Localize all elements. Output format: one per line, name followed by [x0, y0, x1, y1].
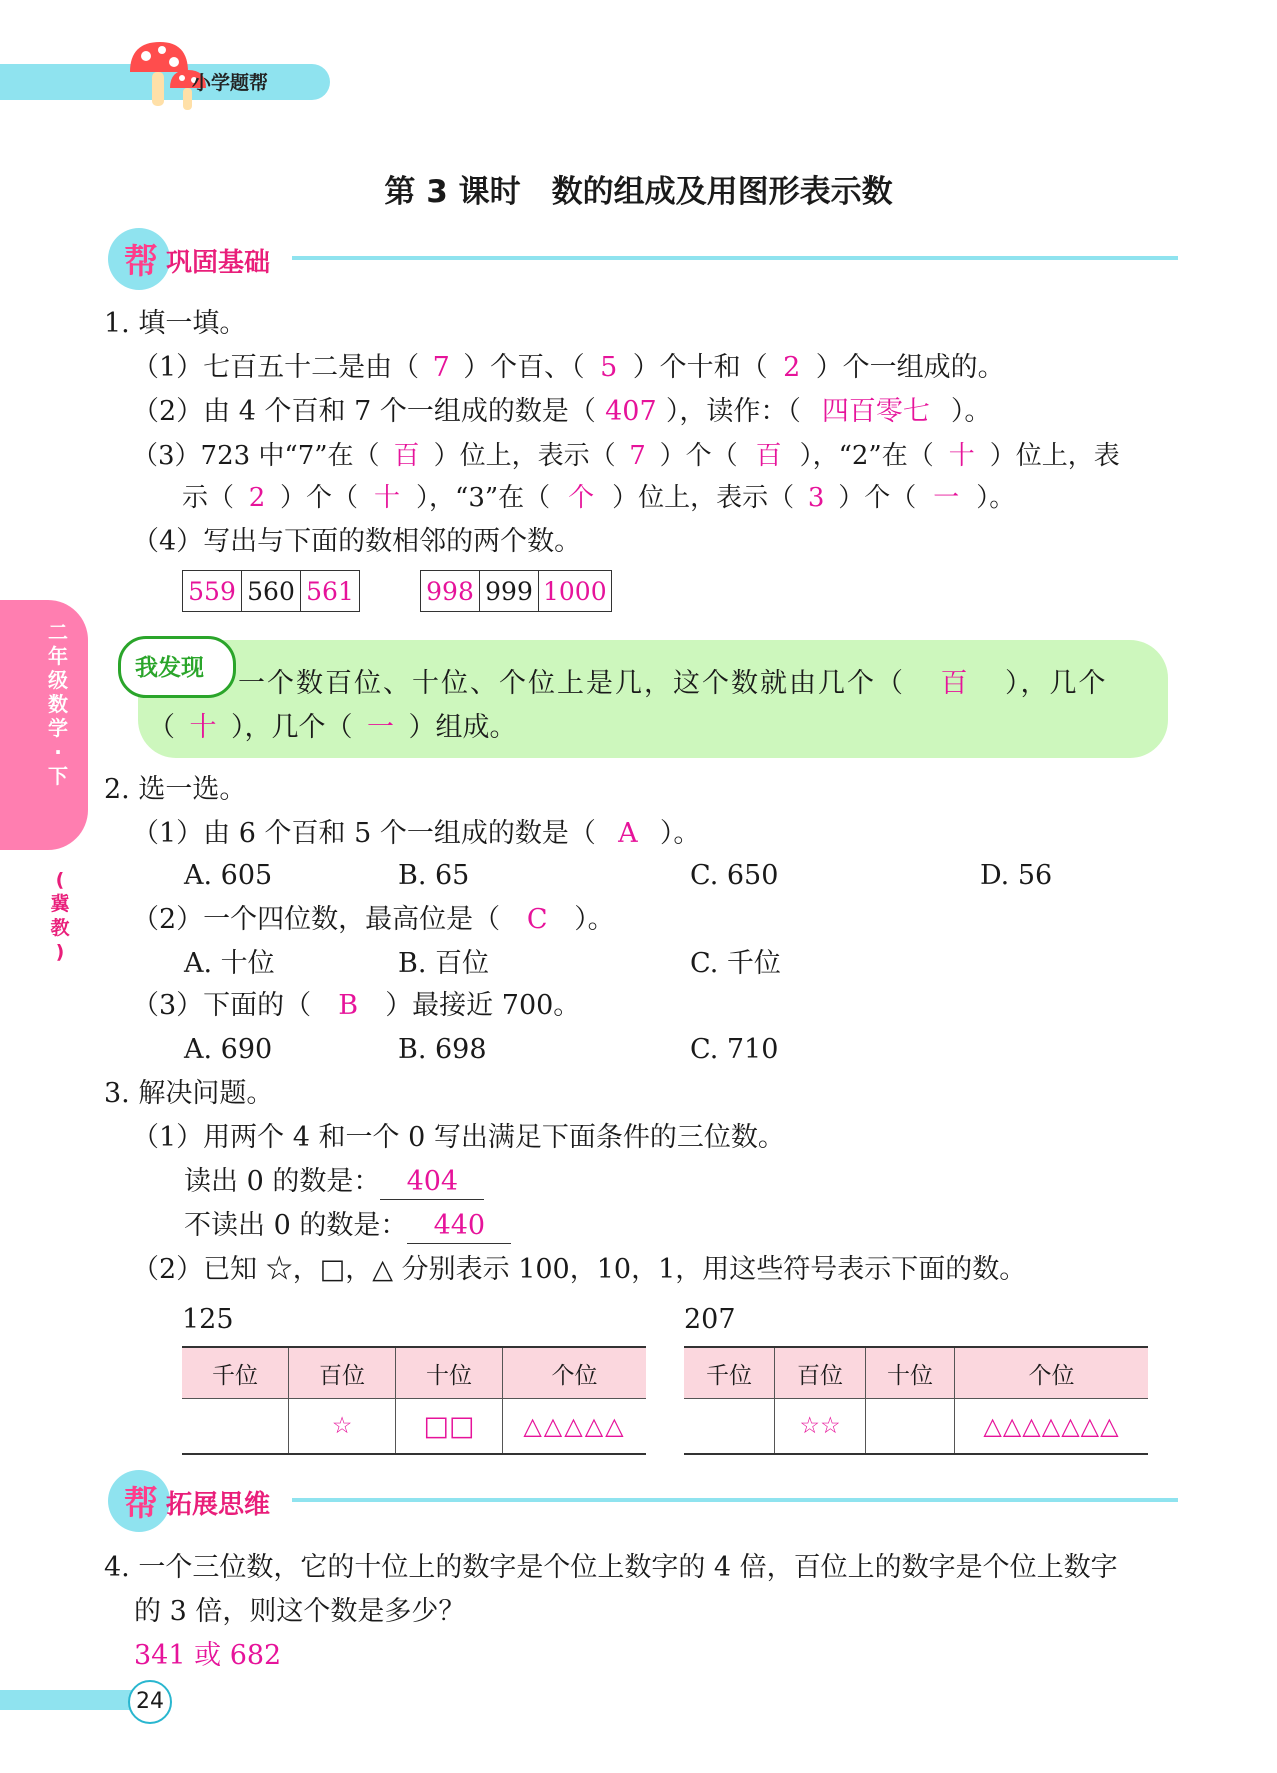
place-cell — [684, 1399, 775, 1455]
q1-part1: （1）七百五十二是由（ 7 ）个百、（ 5 ）个十和（ 2 ）个一组成的。 — [132, 352, 1005, 383]
q3-heading: 3. 解决问题。 — [104, 1078, 274, 1109]
place-cell: ☆ — [289, 1399, 396, 1455]
q3-part2: （2）已知 ☆，□，△ 分别表示 100，10，1，用这些符号表示下面的数。 — [132, 1254, 1027, 1285]
section-badge-char: 帮 — [124, 1484, 158, 1524]
neighbor-cell: 1000 — [539, 571, 612, 612]
footer-band — [0, 1690, 140, 1710]
side-char: 教 — [50, 917, 70, 939]
q4-answer: 341 或 682 — [134, 1640, 282, 1671]
q4-line1: 4. 一个三位数，它的十位上的数字是个位上数字的 4 倍，百位上的数字是个位上数字 — [104, 1552, 1118, 1583]
q3-noread-line: 不读出 0 的数是： 440 — [184, 1206, 511, 1246]
place-table-number: 125 — [182, 1304, 234, 1335]
place-header: 千位 — [684, 1347, 775, 1399]
q2-heading: 2. 选一选。 — [104, 774, 247, 805]
q1-part3-line2: 示（ 2 ）个（ 十 ），“3”在（ 个 ）位上，表示（ 3 ）个（ 一 ）。 — [182, 483, 1016, 513]
q3-part1: （1）用两个 4 和一个 0 写出满足下面条件的三位数。 — [132, 1122, 785, 1153]
brand-label: 小学题帮 — [192, 72, 269, 94]
neighbor-cell: 998 — [421, 571, 480, 612]
side-char: ) — [55, 941, 65, 963]
place-header: 百位 — [775, 1347, 866, 1399]
side-char: · — [54, 740, 62, 764]
neighbor-cell: 999 — [480, 571, 539, 612]
q3-read-line: 读出 0 的数是： 404 — [184, 1162, 484, 1202]
neighbor-cell: 560 — [242, 571, 301, 612]
place-table-number: 207 — [684, 1304, 736, 1335]
q2-option: A. 690 — [184, 1034, 273, 1065]
q1-heading: 1. 填一填。 — [104, 308, 247, 339]
q2-option: B. 698 — [398, 1034, 487, 1065]
discovery-badge: 我发现 — [118, 636, 236, 698]
q2-option: A. 605 — [184, 860, 273, 891]
section-divider — [292, 1498, 1178, 1502]
section-basic-header — [108, 228, 1178, 294]
place-header: 千位 — [182, 1347, 289, 1399]
q2-option: C. 千位 — [690, 948, 781, 979]
section-title: 拓展思维 — [166, 1490, 271, 1520]
place-value-table-207 — [684, 1346, 1148, 1455]
discovery-line2: （ 十 ），几个（ 一 ）组成。 — [148, 712, 517, 743]
discovery-line1: 一个数百位、十位、个位上是几，这个数就由几个（ 百 ），几个 — [238, 668, 1108, 699]
side-char: ( — [55, 869, 65, 891]
q2-part2: （2）一个四位数，最高位是（ C ）。 — [132, 904, 615, 935]
q1-part4: （4）写出与下面的数相邻的两个数。 — [132, 526, 582, 557]
side-char: 级 — [48, 668, 68, 692]
place-header: 十位 — [396, 1347, 503, 1399]
neighbor-cell: 561 — [301, 571, 360, 612]
section-badge-char: 帮 — [124, 242, 158, 282]
q2-option: C. 710 — [690, 1034, 779, 1065]
place-header: 个位 — [955, 1347, 1149, 1399]
q2-part3: （3）下面的（ B ）最接近 700。 — [132, 990, 581, 1021]
side-char: 下 — [48, 764, 68, 788]
neighbor-box-560 — [182, 570, 360, 612]
side-char: 学 — [48, 716, 68, 740]
q4-line2: 的 3 倍，则这个数是多少？ — [134, 1596, 466, 1627]
place-cell — [182, 1399, 289, 1455]
q2-part1: （1）由 6 个百和 5 个一组成的数是（ A ）。 — [132, 818, 701, 849]
section-divider — [292, 256, 1178, 260]
q2-option: D. 56 — [980, 860, 1053, 891]
q1-part3-line1: （3）723 中“7”在（ 百 ）位上，表示（ 7 ）个（ 百 ），“2”在（ 十 ）位上，表 — [132, 441, 1120, 471]
q2-option: B. 65 — [398, 860, 470, 891]
place-cell: △△△△△ — [523, 1412, 626, 1440]
side-char: 冀 — [50, 893, 70, 915]
place-cell — [866, 1399, 955, 1455]
q2-option: A. 十位 — [184, 948, 275, 979]
place-header: 百位 — [289, 1347, 396, 1399]
side-char: 年 — [48, 644, 68, 668]
page-number: 24 — [128, 1680, 172, 1724]
place-cell: □□ — [396, 1399, 503, 1455]
place-header: 个位 — [503, 1347, 647, 1399]
q1-part2: （2）由 4 个百和 7 个一组成的数是（ 407 ），读作：（ 四百零七 ）。 — [132, 396, 992, 427]
neighbor-cell: 559 — [183, 571, 242, 612]
side-char: 数 — [48, 692, 68, 716]
lesson-title: 第 3 课时 数的组成及用图形表示数 — [384, 174, 893, 210]
section-title: 巩固基础 — [166, 248, 271, 278]
section-expand-header — [108, 1470, 1178, 1536]
q2-option: C. 650 — [690, 860, 779, 891]
neighbor-box-999 — [420, 570, 612, 612]
place-cell: △△△△△△△ — [983, 1412, 1120, 1440]
side-char: 二 — [48, 620, 68, 644]
side-grade-label — [44, 620, 72, 788]
place-cell: ☆☆ — [775, 1399, 866, 1455]
side-edition-label — [48, 868, 72, 964]
place-value-table-125 — [182, 1346, 646, 1455]
q2-option: B. 百位 — [398, 948, 490, 979]
place-header: 十位 — [866, 1347, 955, 1399]
